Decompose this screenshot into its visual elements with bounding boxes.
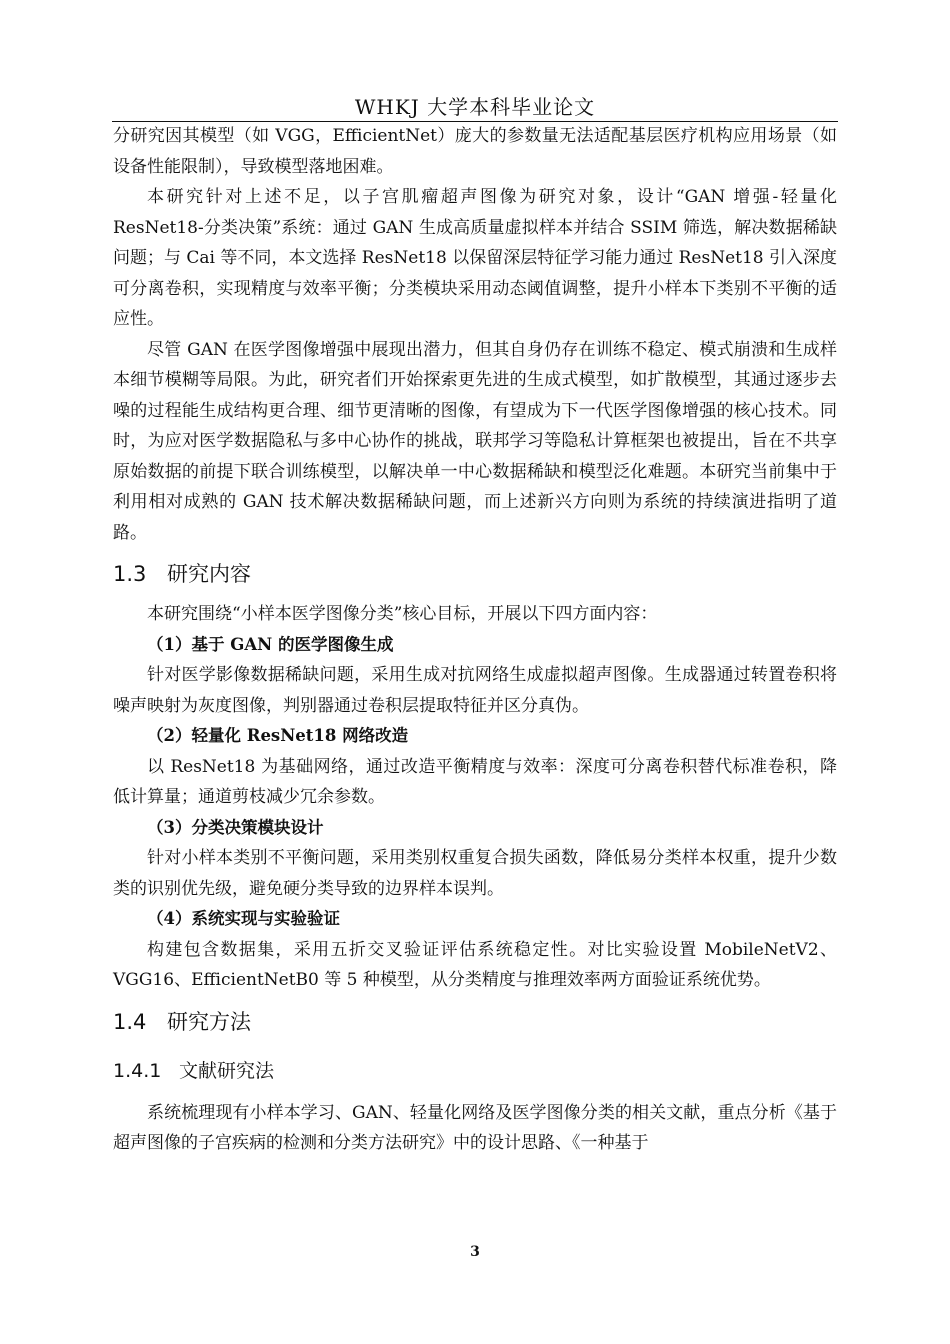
subsection-number: 1.4.1: [113, 1059, 162, 1082]
paragraph-continued: 分研究因其模型（如 VGG，EfficientNet）庞大的参数量无法适配基层医疗机构应用场景（如设备性能限制），导致模型落地困难。: [113, 126, 837, 177]
item-heading-2: （2）轻量化 ResNet18 网络改造: [147, 726, 409, 745]
section-title: 研究内容: [167, 562, 251, 586]
paragraph-literature-review: 系统梳理现有小样本学习、GAN、轻量化网络及医学图像分类的相关文献，重点分析《基于超声图像的子宫疾病的检测和分类方法研究》中的设计思路、《一种基于: [113, 1102, 837, 1153]
item-text-3: 针对小样本类别不平衡问题，采用类别权重复合损失函数，降低易分类样本权重，提升少数类的识别优先级，避免硬分类导致的边界样本误判。: [113, 848, 837, 899]
subsection-heading-1-4-1: [113, 1056, 837, 1086]
item-heading-4: （4）系统实现与实验验证: [147, 909, 340, 928]
item-text-4: 构建包含数据集，采用五折交叉验证评估系统稳定性。对比实验设置 MobileNetV2、VGG16、EfficientNetB0 等 5 种模型，从分类精度与推理效率两方面验证系统优势。: [113, 939, 837, 990]
section-number: 1.4: [113, 1009, 147, 1034]
section-heading-1-3: [113, 557, 837, 591]
page-header: WHKJ 大学本科毕业论文: [354, 95, 596, 119]
paragraph-system-design: 本研究针对上述不足，以子宫肌瘤超声图像为研究对象，设计“GAN 增强-轻量化 ResNet18-分类决策”系统：通过 GAN 生成高质量虚拟样本并结合 SSIM 筛选，解决数据稀缺问题；与 Cai 等不同，本文选择 ResNet18 以保留深层特征学习能力通过 ResNet18 引入深度可分离卷积，实现精度与效率平衡；分类模块采用动态阈值调整，提升小样本下类别不平衡的适应性。: [113, 187, 837, 329]
item-text-1: 针对医学影像数据稀缺问题，采用生成对抗网络生成虚拟超声图像。生成器通过转置卷积将噪声映射为灰度图像，判别器通过卷积层提取特征并区分真伪。: [113, 665, 837, 716]
section-heading-1-4: [113, 1005, 837, 1039]
section-title: 研究方法: [167, 1009, 251, 1034]
item-heading-1: （1）基于 GAN 的医学图像生成: [147, 634, 394, 654]
paragraph-gan-limitations: 尽管 GAN 在医学图像增强中展现出潜力，但其自身仍存在训练不稳定、模式崩溃和生成样本细节模糊等局限。为此，研究者们开始探索更先进的生成式模型，如扩散模型，其通过逐步去噪的过程能生成结构更合理、细节更清晰的图像，有望成为下一代医学图像增强的核心技术。同时，为应对医学数据隐私与多中心协作的挑战，联邦学习等隐私计算框架也被提出，旨在不共享原始数据的前提下联合训练模型，以解决单一中心数据稀缺和模型泛化难题。本研究当前集中于利用相对成熟的 GAN 技术解决数据稀缺问题，而上述新兴方向则为系统的持续演进指明了道路。: [113, 339, 837, 543]
section-intro: 本研究围绕“小样本医学图像分类”核心目标，开展以下四方面内容：: [147, 604, 658, 624]
item-text-2: 以 ResNet18 为基础网络，通过改造平衡精度与效率：深度可分离卷积替代标准卷积，降低计算量；通道剪枝减少冗余参数。: [113, 756, 837, 807]
page-number: 3: [470, 1244, 480, 1260]
page-body: [113, 121, 837, 1159]
section-number: 1.3: [113, 562, 147, 586]
subsection-title: 文献研究法: [179, 1059, 275, 1082]
item-heading-3: （3）分类决策模块设计: [147, 817, 324, 837]
